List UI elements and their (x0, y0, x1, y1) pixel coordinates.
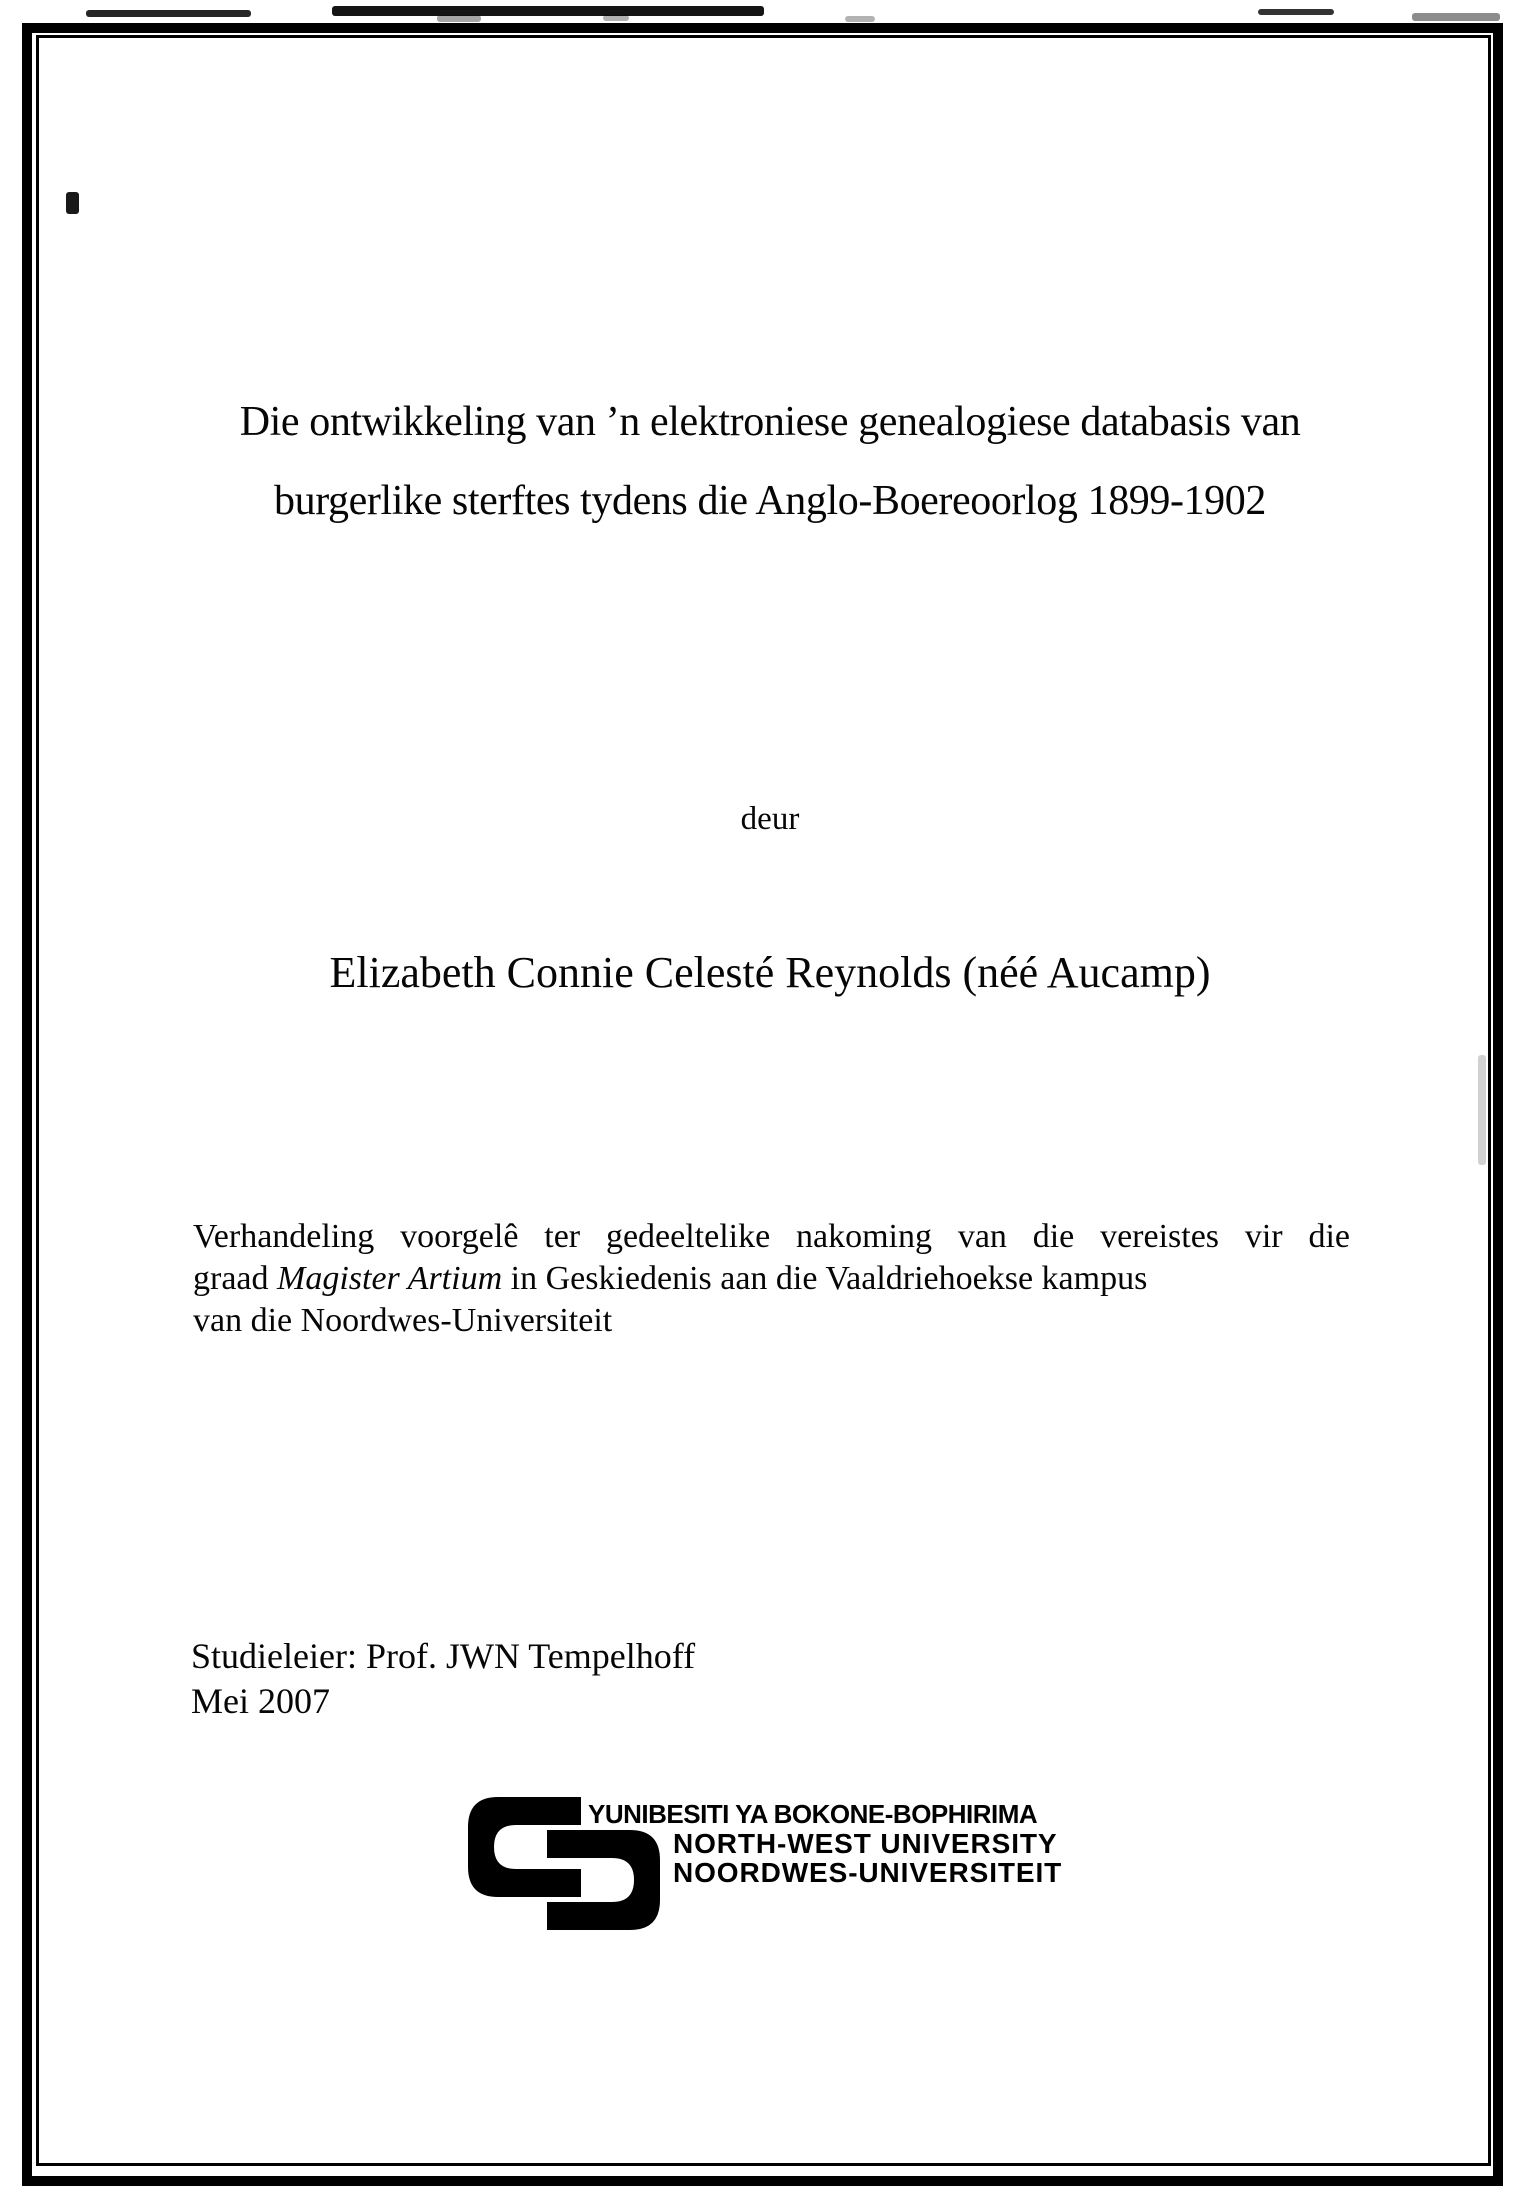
declaration-line-2-pre: graad (193, 1260, 278, 1297)
scan-artifact (437, 15, 481, 22)
declaration-line-2 (193, 1258, 1350, 1300)
declaration-line-2-post: in Geskiedenis aan die Vaaldriehoekse kampus (502, 1260, 1148, 1297)
degree-declaration (193, 1216, 1350, 1342)
scan-artifact (845, 16, 875, 22)
supervisor-line: Studieleier: Prof. JWN Tempelhoff (191, 1636, 696, 1676)
scan-artifact (66, 192, 79, 214)
scan-artifact (86, 10, 251, 17)
title-line-2: burgerlike sterftes tydens die Anglo-Boereoorlog 1899-1902 (274, 478, 1266, 524)
scan-artifact (1258, 9, 1334, 15)
supervisor-block (191, 1634, 1091, 1724)
degree-name: Magister Artium (277, 1260, 503, 1297)
date-line: Mei 2007 (191, 1681, 330, 1721)
scan-artifact (1478, 1055, 1486, 1165)
scan-artifact (603, 15, 629, 21)
scan-artifact (332, 6, 764, 16)
thesis-title (185, 383, 1355, 541)
title-line-1: Die ontwikkeling van ’n elektroniese genealogiese databasis van (239, 399, 1301, 445)
university-logo-text (588, 1800, 1108, 1887)
declaration-line-3: van die Noordwes-Universiteit (193, 1302, 613, 1339)
byline-label: deur (740, 801, 800, 837)
university-logo-lockup (468, 1797, 1108, 1937)
logo-text-english: NORTH-WEST UNIVERSITY (673, 1828, 1058, 1859)
logo-text-setswana: YUNIBESITI YA BOKONE-BOPHIRIMA (588, 1799, 1038, 1829)
declaration-line-1: Verhandeling voorgelê ter gedeeltelike nakoming van die vereistes vir die (193, 1218, 1350, 1255)
logo-text-afrikaans: NOORDWES-UNIVERSITEIT (673, 1857, 1063, 1888)
author-name: Elizabeth Connie Celesté Reynolds (néé Aucamp) (329, 948, 1211, 997)
scan-artifact (1412, 13, 1500, 21)
